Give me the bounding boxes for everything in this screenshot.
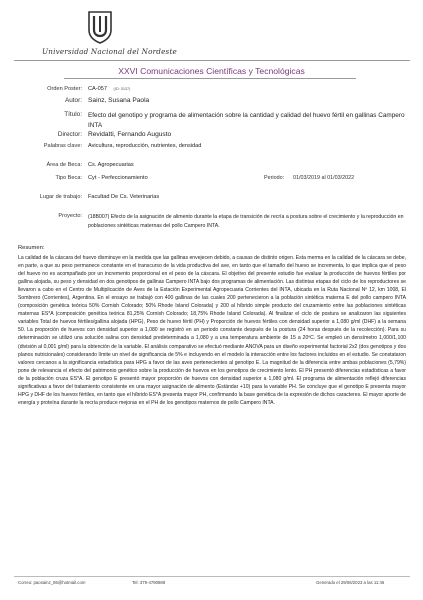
periodo-label: Periodo:	[264, 175, 285, 181]
area-label: Área de Beca:	[46, 162, 82, 168]
footer-generado: Generado el 29/06/2023 a las 11:46	[316, 580, 385, 585]
titulo-label: Título:	[64, 111, 82, 118]
palabras-value: Avicultura, reproducción, nutrientes, densidad	[88, 143, 202, 149]
orden-code: CA-057	[88, 86, 107, 92]
university-name: Universidad Nacional del Nordeste	[42, 47, 177, 56]
orden-value	[88, 86, 130, 92]
event-title: XXVI Comunicaciones Científicas y Tecnológicas	[118, 66, 305, 76]
periodo-value: 01/03/2019 al 01/03/2022	[293, 175, 355, 181]
palabras-label: Palabras clave:	[43, 143, 82, 149]
autor-label: Autor:	[64, 97, 82, 104]
resumen-text: La calidad de la cáscara del huevo disminuye en la medida que las gallinas envejecen debido, a causas de distinto origen. Esta merma en la calidad de la cáscara se debe, en parte, a que su peso permanece constante en el transcurso de la vida productiva del ave, en tanto que el tamaño del huevo se incrementa, lo que implica que el peso del huevo no es acompañado por un incremento proporcional en el peso de la cáscara. El objetivo del presente estudio fue evaluar la producción de huevos fértiles por gallina alojada, su peso y densidad en dos genotipos de gallinas Campero INTA bajo dos programas de alimentación. Las distintas etapas del ciclo de los reproductores se llevaron a cabo en el Centro de Multiplicación de Aves de la Estación Experimental Agropecuaria Corrientes del INTA, ubicada en la Ruta Nacional Nº 12, km 1008, El Sombrero (Corrientes), Argentina. En el ensayo se trabajó con 400 gallinas de las cuales 200 pertenecieron a la población sintética materna E del pollo campero INTA (composición genética teórica 50% Cornish Colorado; 50% Rhode Island Colorada) y 200 al híbrido simple producto del cruzamiento entre las poblaciones sintéticas maternas ES*A (composición genética teórica 81,25% Cornish Colorado; 18,75% Rhode Island Colorada). Al finalizar el ciclo de postura se analizaron las siguientes variables Total de huevos fértiles/gallina alojada (HPG), Peso de huevo fértil (PH) y Proporción de huevos fértiles con densidad superior a 1,080 g/ml (DHF) a la semana 50. La proporción de huevos con densidad superior a 1,080 se registró en un periodo constante después de la postura (24 horas después de la recolección). Para su determinación se utilizó una solución salina con densidad predeterminada a 1,080 y a una temperatura ambiente de 15 a 20ºC. Se empleó un densímetro 1,000/1,100 (división al 0,001 g/ml) para la obtención de la variable. El análisis comparativo se efectuó mediante ANOVA para un diseño experimental factorial 2x2 (dos genotipos y dos planos nutricionales) considerando límite un nivel de significancia de 5% e incluyendo en el modelo la interacción entre los factores incluidos en el estudio. Se constataron valores cercanos a la significancia estadística para HPG a favor de las aves pertenecientes al genotipo E. La magnitud de la diferencia entre ambas poblaciones (5,79%) pone de relevancia el efecto del patrimonio genético sobre la producción de huevos en los genotipos de crecimiento lento. El PH presentó diferencias estadísticas a favor de la población cruza ES*A. El genotipo E presentó mayor proporción de huevos con densidad superior a 1,080 g/ml. El programa de alimentación reflejó diferencias significativas a favor del tratamiento consistente en una mayor asignación de alimento (Estándar +10) para la variable PH. Se concluye que el genotipo E presenta mayor HPG y DHF de los huevos fértiles, en tanto que el híbrido ES*A presenta mayor PH, confirmando la base genética de la expresión de dichos caracteres. El mayor aporte de energía y proteína durante la recría produce mejoras en el PH de los genotipos maternos de pollo Campero INTA.	[18, 255, 406, 406]
footer-tel: Tel: 379-4790888	[132, 580, 166, 585]
titulo-value: Efecto del genotipo y programa de alimentación sobre la cantidad y calidad del huevo fértil en gallinas Campero INTA	[88, 112, 405, 129]
area-value: Cs. Agropecuarias	[88, 162, 134, 168]
resumen-label: Resumen:	[18, 245, 45, 251]
autor-value: Sainz, Susana Paola	[88, 97, 150, 104]
lugar-value: Facultad De Cs. Veterinarias	[88, 194, 160, 200]
header-divider	[14, 60, 410, 61]
title-divider	[64, 78, 356, 79]
director-label: Director:	[57, 131, 82, 138]
lugar-label: Lugar de trabajo:	[39, 194, 82, 200]
footer-correo: Correo: paosainz_86@hotmail.com	[18, 580, 86, 585]
orden-label: Orden Poster:	[47, 86, 82, 92]
proyecto-label: Proyecto:	[58, 213, 82, 219]
university-crest-icon	[86, 10, 114, 44]
proyecto-value: (18B007) Efecto de la asignación de alimento durante la etapa de transición de recría a postura sobre el crecimiento y la reproducción en poblaciones sintéticas maternas del pollo Campero INTA.	[88, 214, 404, 229]
tipo-label: Tipo Beca:	[55, 175, 82, 181]
orden-id: (ID: 3137)	[113, 87, 131, 91]
director-value: Revidatti, Fernando Augusto	[88, 131, 172, 138]
tipo-value: Cyt - Perfeccionamiento	[88, 175, 148, 181]
footer-divider	[14, 576, 410, 577]
